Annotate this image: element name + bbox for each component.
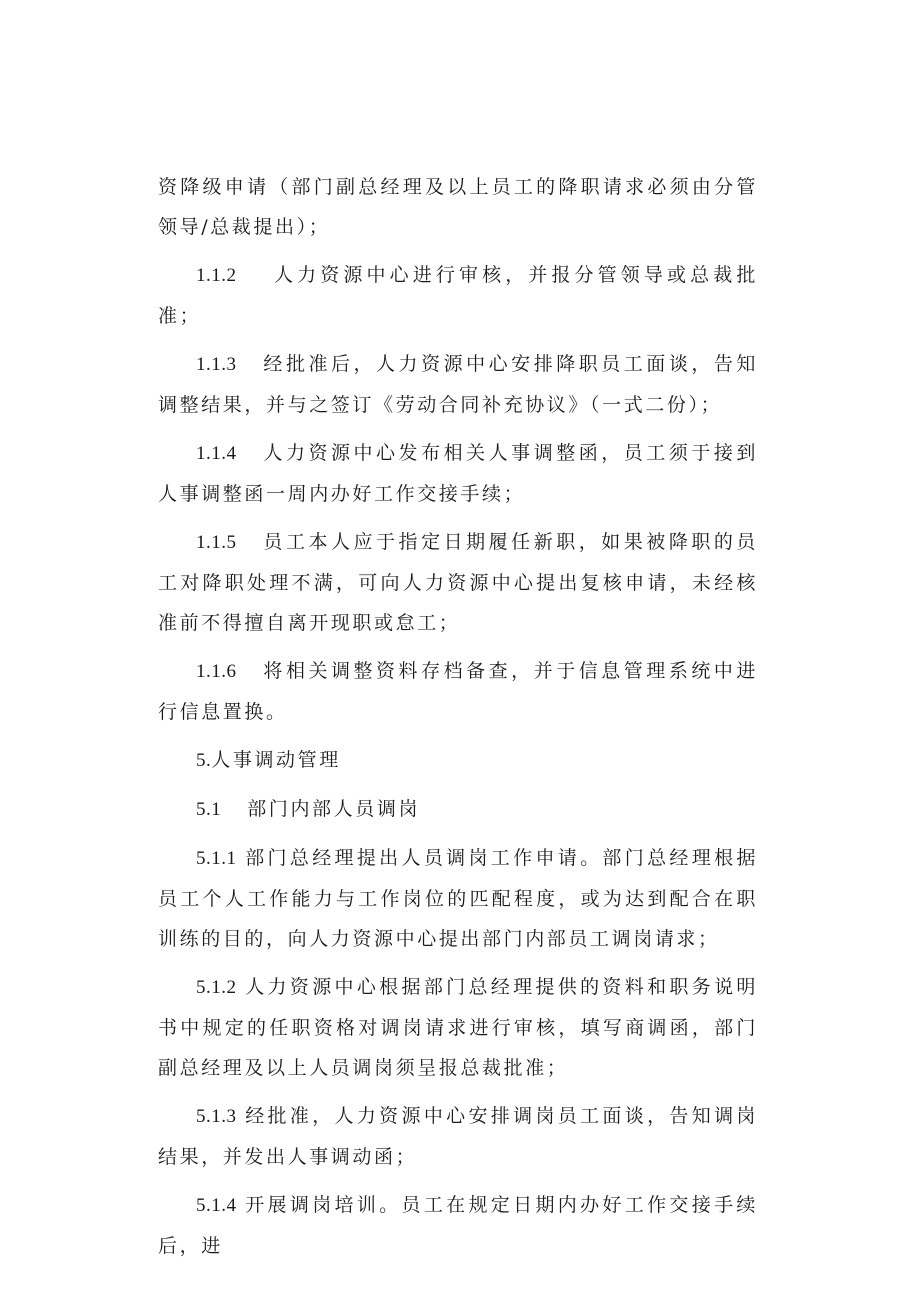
paragraph-text: 经批准后，人力资源中心安排降职员工面谈，告知调整结果，并与之签订《劳动合同补充协议》（一式二份）； bbox=[158, 353, 758, 416]
document-body bbox=[158, 167, 758, 1274]
paragraph-text: 人力资源中心进行审核，并报分管领导或总裁批准； bbox=[158, 264, 758, 327]
paragraph-text: 人力资源中心发布相关人事调整函，员工须于接到人事调整函一周内办好工作交接手续； bbox=[158, 442, 758, 505]
paragraph-text: 人力资源中心根据部门总经理提供的资料和职务说明书中规定的任职资格对调岗请求进行审核，填写商调函，部门副总经理及以上人员调岗须呈报总裁批准； bbox=[158, 976, 758, 1079]
paragraph-5-1-2 bbox=[158, 967, 758, 1088]
paragraph-1-1-4 bbox=[158, 433, 758, 514]
clause-number: 5.1.4 bbox=[196, 1195, 237, 1216]
paragraph-1-1-5 bbox=[158, 522, 758, 643]
section-number: 5. bbox=[196, 750, 212, 771]
paragraph-text: 员工本人应于指定日期履任新职，如果被降职的员工对降职处理不满，可向人力资源中心提出复核申请，未经核准前不得擅自离开现职或怠工； bbox=[158, 531, 758, 634]
paragraph-5-1-3 bbox=[158, 1096, 758, 1177]
clause-number: 5.1.1 bbox=[196, 848, 237, 869]
section-heading-5 bbox=[158, 740, 758, 781]
paragraph-text: 将相关调整资料存档备查，并于信息管理系统中进行信息置换。 bbox=[158, 660, 758, 723]
paragraph-1-1-3 bbox=[158, 344, 758, 425]
paragraph-demotion-request-cont bbox=[158, 167, 758, 247]
clause-number: 5.1.3 bbox=[196, 1106, 237, 1127]
clause-number: 1.1.2 bbox=[196, 265, 237, 286]
section-number: 5.1 bbox=[196, 799, 222, 820]
paragraph-1-1-2 bbox=[158, 255, 758, 336]
section-title: 人事调动管理 bbox=[211, 749, 341, 771]
clause-number: 5.1.2 bbox=[196, 977, 237, 998]
paragraph-text: 经批准，人力资源中心安排调岗员工面谈，告知调岗结果，并发出人事调动函； bbox=[158, 1105, 758, 1168]
paragraph-5-1-1 bbox=[158, 838, 758, 959]
paragraph-text: 资降级申请（部门副总经理及以上员工的降职请求必须由分管领导/总裁提出）； bbox=[158, 176, 758, 238]
section-title: 部门内部人员调岗 bbox=[247, 798, 421, 820]
paragraph-1-1-6 bbox=[158, 651, 758, 732]
clause-number: 1.1.3 bbox=[196, 354, 237, 375]
paragraph-text: 开展调岗培训。员工在规定日期内办好工作交接手续后，进 bbox=[158, 1194, 758, 1257]
section-heading-5-1 bbox=[158, 789, 758, 830]
clause-number: 1.1.6 bbox=[196, 661, 237, 682]
clause-number: 1.1.5 bbox=[196, 532, 237, 553]
paragraph-text: 部门总经理提出人员调岗工作申请。部门总经理根据员工个人工作能力与工作岗位的匹配程度，或为达到配合在职训练的目的，向人力资源中心提出部门内部员工调岗请求； bbox=[158, 847, 758, 950]
clause-number: 1.1.4 bbox=[196, 443, 237, 464]
paragraph-5-1-4 bbox=[158, 1185, 758, 1266]
